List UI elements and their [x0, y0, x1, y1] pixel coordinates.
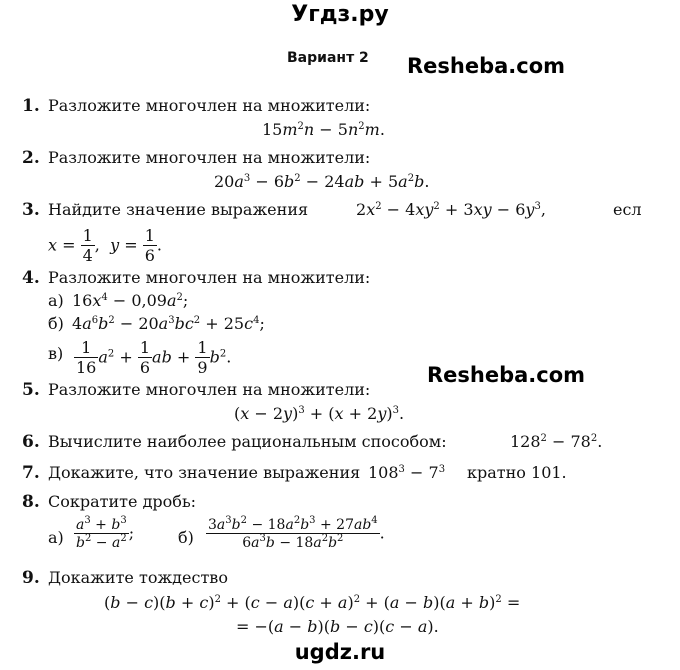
problem-3-suffix: есл — [613, 200, 642, 219]
problem-8a-label: а) — [48, 528, 64, 547]
problem-4b-label: б) — [48, 314, 64, 333]
problem-5-formula: $(x - 2y)^3 + (x + 2y)^3$. — [234, 404, 405, 423]
problem-4c-label: в) — [48, 344, 64, 363]
variant-heading: Вариант 2 — [287, 50, 369, 66]
watermark-top[interactable]: Угдз.ру — [291, 2, 389, 27]
problem-4a-formula: $16x^4 - 0,09a^2$; — [72, 291, 189, 310]
problem-9-identity-line1: $(b - c)(b + c)^2 + (c - a)(c + a)^2 + (a - b)(a + b)^2$ = — [104, 593, 521, 612]
problem-4-number: 4. — [22, 268, 40, 288]
watermark-bottom[interactable]: ugdz.ru — [294, 640, 386, 664]
problem-4c-formula: $\frac{1}{16}$ $a^2$ + $\frac{1}{6}$ ab + $\frac{1}{9}$ $b^2$. — [76, 338, 232, 377]
problem-2-formula: $20a^3 - 6b^2 - 24ab + 5a^2b$. — [214, 172, 430, 191]
problem-2-text: Разложите многочлен на множители: — [48, 148, 371, 167]
problem-8b-label: б) — [178, 528, 194, 547]
problem-7-text: Докажите, что значение выражения — [48, 463, 361, 482]
problem-9-text: Докажите тождество — [48, 568, 228, 587]
problem-3-values: x = $\frac{1}{4}$ , y = $\frac{1}{6}$ . — [48, 226, 162, 265]
problem-3-expression: $2x^2 - 4xy^2 + 3xy - 6y^3$, — [356, 200, 546, 219]
problem-6-formula: $128^2 - 78^2$. — [510, 432, 603, 451]
problem-8a-fraction: $\frac{a^3 + b^3}{b^2 - a^2}$ ; — [76, 515, 135, 551]
problem-9-number: 9. — [22, 568, 40, 588]
problem-8b-fraction: $\frac{3a^3b^2 - 18a^2b^3 + 27ab^4}{6a^3b - 18a^2b^2}$ . — [208, 515, 385, 551]
problem-1-formula: $15m^2n - 5n^2m$. — [262, 120, 385, 139]
problem-9-identity-line2: = −(a − b)(b − c)(c − a). — [236, 617, 439, 636]
problem-8-number: 8. — [22, 492, 40, 512]
problem-7-number: 7. — [22, 463, 40, 483]
problem-4b-formula: $4a^6b^2 - 20a^3bc^2 + 25c^4$; — [72, 314, 265, 333]
problem-5-text: Разложите многочлен на множители: — [48, 380, 371, 399]
watermark-resheba-1[interactable]: Resheba.com — [407, 54, 566, 78]
problem-6-number: 6. — [22, 432, 40, 452]
problem-5-number: 5. — [22, 380, 40, 400]
problem-7-formula: $108^3 - 7^3$ — [368, 463, 446, 482]
problem-1-text: Разложите многочлен на множители: — [48, 96, 371, 115]
problem-7-suffix: кратно 101. — [467, 463, 567, 482]
problem-1-number: 1. — [22, 96, 40, 116]
problem-3-number: 3. — [22, 200, 40, 220]
problem-6-text: Вычислите наиболее рациональным способом: — [48, 432, 447, 451]
problem-4a-label: а) — [48, 291, 64, 310]
problem-3-text: Найдите значение выражения — [48, 200, 309, 219]
problem-4-text: Разложите многочлен на множители: — [48, 268, 371, 287]
watermark-resheba-2[interactable]: Resheba.com — [427, 363, 586, 387]
problem-8-text: Сократите дробь: — [48, 492, 197, 511]
problem-2-number: 2. — [22, 148, 40, 168]
